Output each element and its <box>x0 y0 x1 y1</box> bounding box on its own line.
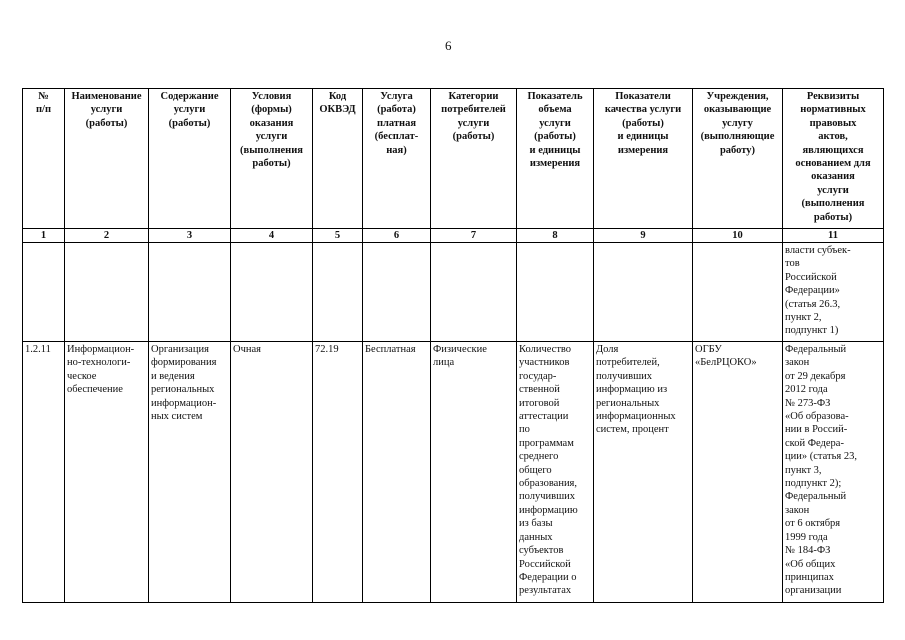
header-cell-service-content: Содержание услуги (работы) <box>149 89 231 229</box>
volume-indicator-cell: Количество участников государ- ственной итоговой аттестации по программам среднего общего образования, получивших информацию из базы данных субъектов Российской Федерации о результатах <box>517 342 594 603</box>
table-cell <box>313 243 363 342</box>
column-number: 11 <box>783 229 884 243</box>
header-cell-consumer-categories: Категории потребителей услуги (работы) <box>431 89 517 229</box>
table-cell <box>594 243 693 342</box>
column-number: 4 <box>231 229 313 243</box>
table-cell <box>231 243 313 342</box>
service-name-cell: Информацион- но-технологи- ческое обеспечение <box>65 342 149 603</box>
legal-acts-cell: Федеральный закон от 29 декабря 2012 года № 273-ФЗ «Об образова- нии в Россий- ской Федера- ции» (статья 23, пункт 3, подпункт 2); Федеральный закон от 6 октября 1999 года № 184-ФЗ «Об общих принципах организации <box>783 342 884 603</box>
header-cell-quality-indicators: Показатели качества услуги (работы) и единицы измерения <box>594 89 693 229</box>
header-cell-legal-acts: Реквизиты нормативных правовых актов, являющихся основанием для оказания услуги (выполнения работы) <box>783 89 884 229</box>
column-number: 3 <box>149 229 231 243</box>
legal-acts-continuation-cell: власти субъек- тов Российской Федерации» (статья 26.3, пункт 2, подпункт 1) <box>783 243 884 342</box>
page-number: 6 <box>445 38 452 53</box>
table-cell <box>149 243 231 342</box>
column-number: 6 <box>363 229 431 243</box>
column-number: 8 <box>517 229 594 243</box>
column-number: 9 <box>594 229 693 243</box>
header-row <box>23 89 884 229</box>
header-cell-paid-free: Услуга (работа) платная (бесплат- ная) <box>363 89 431 229</box>
table-cell <box>23 243 65 342</box>
paid-free-cell: Бесплатная <box>363 342 431 603</box>
table-cell <box>363 243 431 342</box>
conditions-cell: Очная <box>231 342 313 603</box>
column-number-row <box>23 229 884 243</box>
header-cell-volume-indicator: Показатель объема услуги (работы) и единицы измерения <box>517 89 594 229</box>
header-cell-service-name: Наименование услуги (работы) <box>65 89 149 229</box>
consumer-categories-cell: Физические лица <box>431 342 517 603</box>
column-number: 7 <box>431 229 517 243</box>
quality-indicators-cell: Доля потребителей, получивших информацию из региональных информационных систем, процент <box>594 342 693 603</box>
table-cell <box>517 243 594 342</box>
column-number: 2 <box>65 229 149 243</box>
table-cell <box>65 243 149 342</box>
column-number: 1 <box>23 229 65 243</box>
institutions-cell: ОГБУ «БелРЦОКО» <box>693 342 783 603</box>
service-content-cell: Организация формирования и ведения региональных информацион- ных систем <box>149 342 231 603</box>
table-row <box>23 342 884 603</box>
services-table <box>22 88 884 603</box>
column-number: 10 <box>693 229 783 243</box>
table-cell <box>693 243 783 342</box>
okved-code-cell: 72.19 <box>313 342 363 603</box>
header-cell-okved-code: Код ОКВЭД <box>313 89 363 229</box>
header-cell-number: № п/п <box>23 89 65 229</box>
header-cell-conditions: Условия (формы) оказания услуги (выполнения работы) <box>231 89 313 229</box>
continuation-row <box>23 243 884 342</box>
column-number: 5 <box>313 229 363 243</box>
row-number-cell: 1.2.11 <box>23 342 65 603</box>
table-cell <box>431 243 517 342</box>
header-cell-institutions: Учреждения, оказывающие услугу (выполняющие работу) <box>693 89 783 229</box>
